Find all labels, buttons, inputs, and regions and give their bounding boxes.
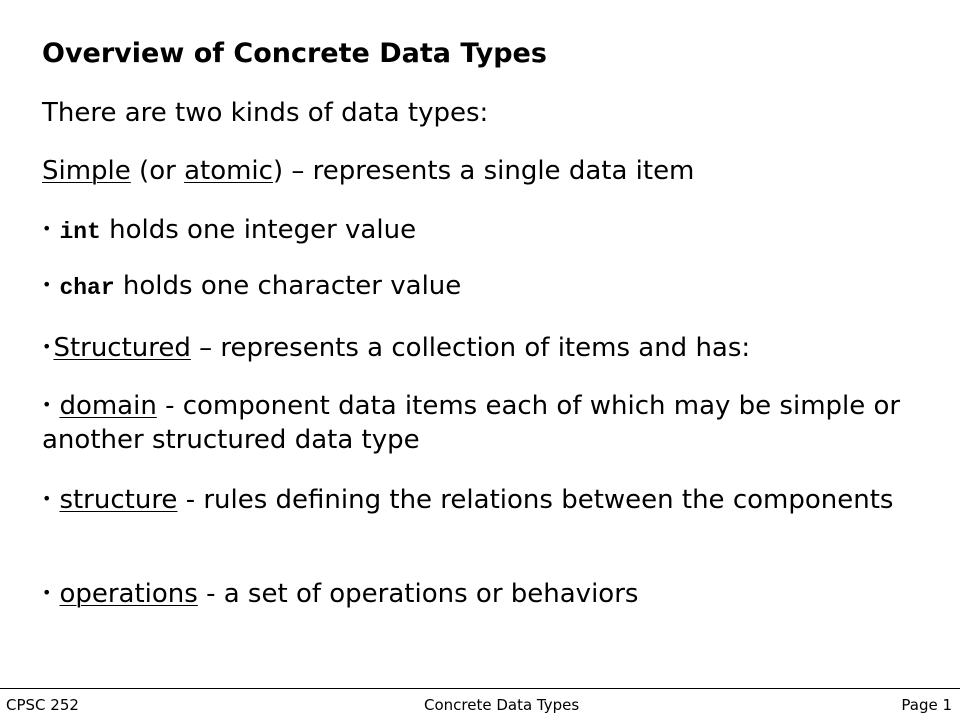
structured-part-structure <box>42 482 922 517</box>
simple-term: Simple <box>42 156 131 186</box>
simple-example-int <box>42 212 416 249</box>
bullet: • <box>42 395 52 414</box>
footer-topic: Concrete Data Types <box>424 696 580 714</box>
structure-description: - rules defining the relations between the components <box>177 485 894 515</box>
structure-term: structure <box>59 485 178 515</box>
intro-text: There are two kinds of data types: <box>42 98 489 128</box>
structured-part-operations <box>42 576 638 611</box>
bullet: • <box>42 219 52 238</box>
int-description: holds one integer value <box>100 215 417 245</box>
footer-course: CPSC 252 <box>6 696 79 714</box>
structured-term: Structured <box>53 333 191 363</box>
int-keyword: int <box>59 219 101 245</box>
domain-term: domain <box>59 391 157 421</box>
simple-description: ) – represents a single data item <box>272 156 695 186</box>
structured-part-domain <box>42 388 922 457</box>
footer-divider <box>0 688 960 689</box>
domain-description: - component data items each of which may be simple or another structured data type <box>42 391 901 455</box>
slide-title: Overview of Concrete Data Types <box>42 38 547 69</box>
structured-definition <box>42 330 750 365</box>
atomic-term: atomic <box>184 156 273 186</box>
footer-page-number: Page 1 <box>901 696 952 714</box>
bullet: • <box>42 489 52 508</box>
simple-definition <box>42 154 694 188</box>
operations-term: operations <box>59 579 198 609</box>
char-description: holds one character value <box>114 271 462 301</box>
bullet: • <box>42 583 52 602</box>
char-keyword: char <box>59 275 115 301</box>
simple-example-char <box>42 268 461 305</box>
bullet: • <box>42 275 52 294</box>
structured-description: – represents a collection of items and has: <box>190 333 751 363</box>
operations-description: - a set of operations or behaviors <box>197 579 639 609</box>
bullet: • <box>42 337 52 356</box>
simple-alt-prefix: (or <box>130 156 185 186</box>
